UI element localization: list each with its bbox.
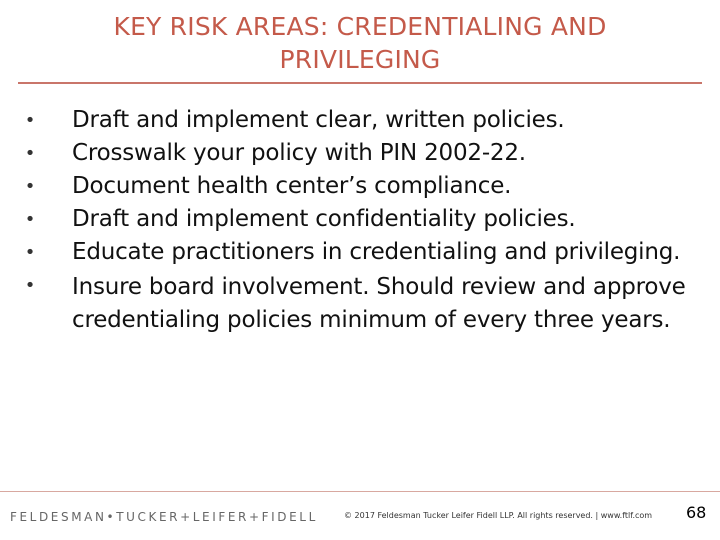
firm-logo: FELDESMAN•TUCKER+LEIFER+FIDELL — [10, 510, 318, 524]
bullet-item: • Draft and implement confidentiality policies. — [0, 203, 700, 236]
bullet-list — [0, 104, 700, 337]
bullet-item: • Draft and implement clear, written policies. — [0, 104, 700, 137]
bullet-item: • Educate practitioners in credentialing and privileging. — [0, 236, 700, 269]
bullet-item: • Crosswalk your policy with PIN 2002-22. — [0, 137, 700, 170]
title-divider — [18, 82, 702, 84]
page-number: 68 — [686, 503, 707, 522]
slide-title: KEY RISK AREAS: CREDENTIALING AND PRIVILEGING — [113, 12, 607, 74]
bullet-item: • Document health center’s compliance. — [0, 170, 700, 203]
footer-divider — [0, 491, 720, 492]
copyright-notice: © 2017 Feldesman Tucker Leifer Fidell LLP. All rights reserved. | www.ftlf.com — [344, 511, 653, 520]
bullet-item: • Insure board involvement. Should review and approve credentialing policies minimum of every three years. — [0, 269, 700, 337]
